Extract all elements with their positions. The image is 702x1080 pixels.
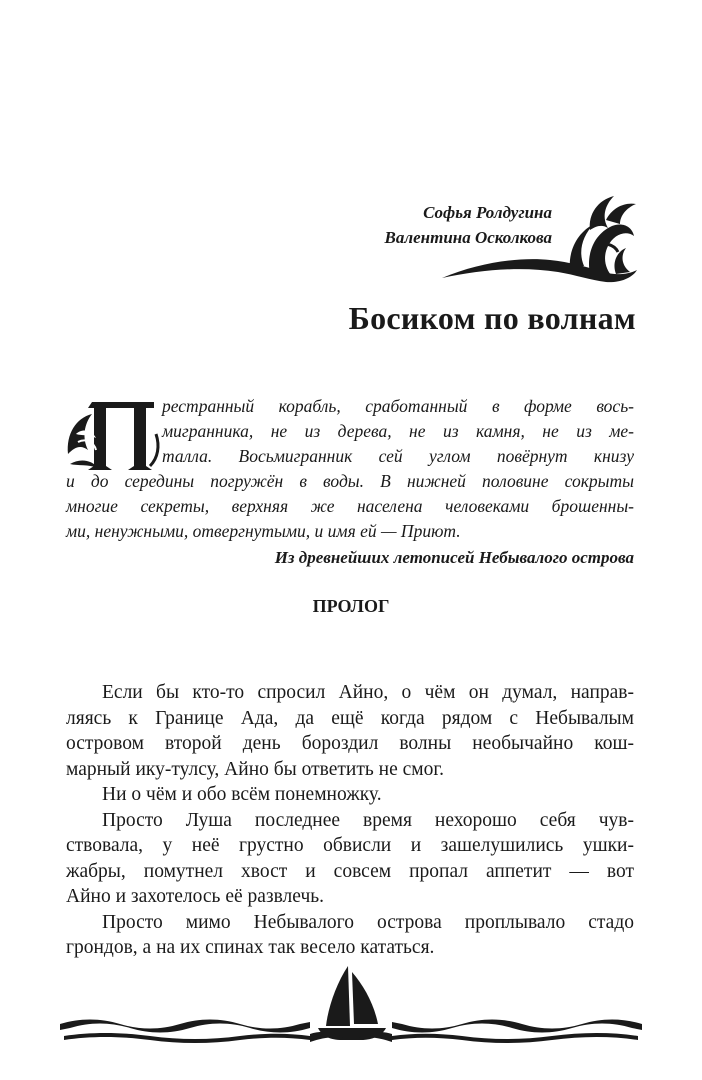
body-line: Айно и захотелось её развлечь. — [66, 886, 325, 907]
ship-wave-ornament-icon — [60, 962, 642, 1052]
epigraph-line: многие секреты, верхняя же населена человеками брошенны- — [66, 496, 634, 516]
epigraph-line: ми, ненужными, отвергнутыми, и имя ей — Приют. — [66, 521, 461, 541]
prologue-heading: ПРОЛОГ — [312, 596, 390, 616]
epigraph — [66, 394, 634, 544]
epigraph-line: рестранный корабль, сработанный в форме вось- — [162, 396, 634, 416]
author-name: Софья Ролдугина — [423, 203, 552, 222]
author-name: Валентина Осколкова — [384, 228, 552, 247]
body-line: марный ику-тулсу, Айно бы ответить не смог. — [66, 758, 445, 780]
body-line: Если бы кто-то спросил Айно, о чём он думал, направ- — [102, 682, 634, 703]
body-line: грондов, а на их спинах так весело кататься. — [66, 937, 435, 958]
epigraph-line: мигранника, не из дерева, не из камня, не из ме- — [162, 421, 634, 441]
body-line: Просто мимо Небывалого острова проплывало стадо — [102, 911, 634, 933]
body-text — [66, 680, 634, 961]
body-line: островом второй день бороздил волны необычайно кош- — [66, 733, 634, 754]
body-line: ляясь к Границе Ада, да ещё когда рядом с Небывалым — [66, 707, 634, 729]
body-line: ствовала, у неё грустно обвисли и зашелушились ушки- — [66, 835, 634, 856]
dropcap-ornament-icon — [66, 394, 161, 476]
book-title: Босиком по волнам — [348, 300, 636, 336]
body-line: жабры, помутнел хвост и совсем пропал аппетит — вот — [66, 860, 634, 882]
epigraph-line: и до середины погружён в воды. В нижней половине сокрыты — [66, 471, 634, 491]
epigraph-line: талла. Восьмигранник сей углом повёрнут книзу — [162, 446, 634, 466]
epigraph-source: Из древнейших летописей Небывалого острова — [274, 548, 634, 567]
body-line: Ни о чём и обо всём понемножку. — [102, 784, 382, 805]
wave-ornament-icon — [440, 190, 640, 300]
body-line: Просто Луша последнее время нехорошо себя чув- — [102, 809, 634, 831]
